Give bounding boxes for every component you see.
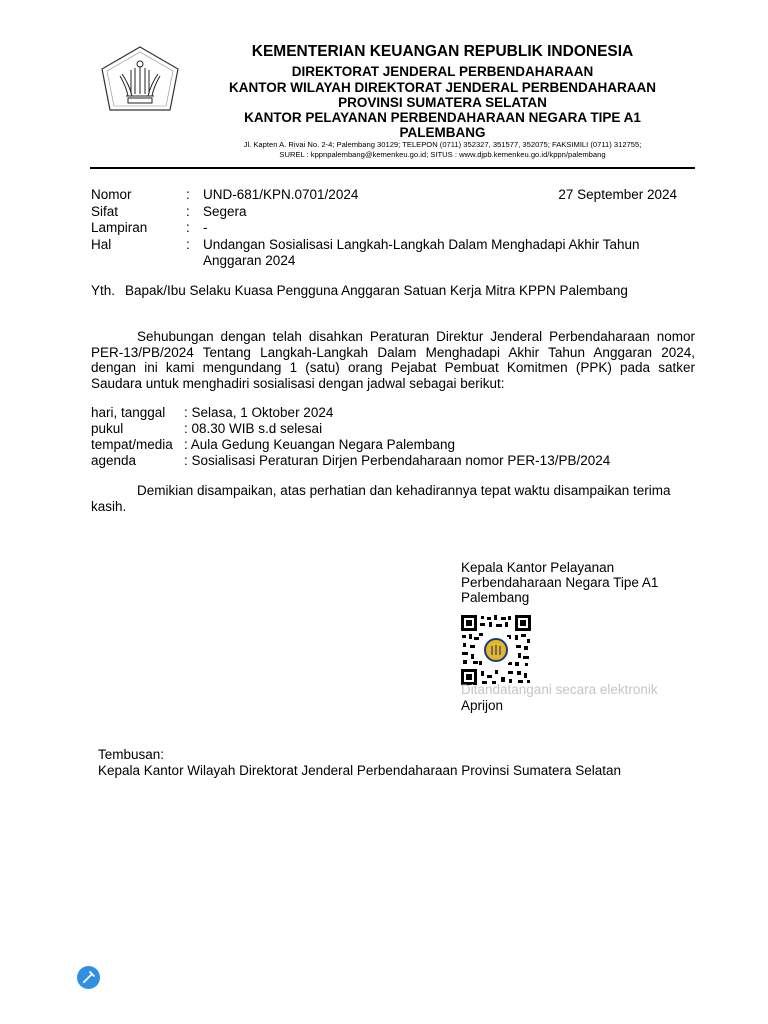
cc-label: Tembusan: (98, 747, 165, 762)
cc-item: Kepala Kantor Wilayah Direktorat Jenderal Perbendaharaan Provinsi Sumatera Selatan (98, 763, 622, 778)
hal-label: Hal (91, 237, 112, 252)
hal-colon: : (186, 237, 190, 252)
sifat-colon: : (186, 204, 190, 219)
body-paragraph (91, 329, 695, 391)
signatory-title-line2: Perbendaharaan Negara Tipe A1 (461, 575, 659, 590)
office-title: KANTOR PELAYANAN PERBENDAHARAAN NEGARA TIPE A1 (244, 110, 641, 125)
lampiran-colon: : (186, 220, 190, 235)
closing-paragraph (91, 483, 671, 514)
letterhead-divider (90, 167, 695, 169)
ministry-title: KEMENTERIAN KEUANGAN REPUBLIK INDONESIA (251, 43, 634, 60)
kemenkeu-logo-icon (98, 44, 182, 114)
lampiran-label: Lampiran (91, 220, 148, 235)
lampiran-value: - (203, 220, 208, 235)
schedule-label-agenda: agenda (91, 453, 137, 468)
schedule-value-agenda: : Sosialisasi Peraturan Dirjen Perbendaharaan nomor PER-13/PB/2024 (184, 453, 611, 468)
schedule-value-time: : 08.30 WIB s.d selesai (184, 421, 323, 436)
signatory-title-line3: Palembang (461, 590, 530, 605)
schedule-value-place: : Aula Gedung Keuangan Negara Palembang (184, 437, 455, 452)
nomor-label: Nomor (91, 187, 132, 202)
schedule-label-date: hari, tanggal (91, 405, 166, 420)
directorate-title: DIREKTORAT JENDERAL PERBENDAHARAAN (291, 64, 594, 79)
signatory-title-line1: Kepala Kantor Pelayanan (461, 560, 615, 575)
edit-pen-icon[interactable] (77, 966, 100, 989)
closing-text: Demikian disampaikan, atas perhatian dan kehadirannya tepat waktu disampaikan terima kasih. (91, 483, 671, 514)
letter-date: 27 September 2024 (558, 187, 677, 202)
esign-note: Ditandatangani secara elektronik (461, 682, 658, 697)
nomor-value: UND-681/KPN.0701/2024 (203, 187, 359, 202)
qr-code-icon (461, 615, 531, 685)
recipient-name: Bapak/Ibu Selaku Kuasa Pengguna Anggaran Satuan Kerja Mitra KPPN Palembang (125, 283, 628, 298)
nomor-colon: : (186, 187, 190, 202)
city-title: PALEMBANG (399, 125, 486, 140)
body-paragraph-text: Sehubungan dengan telah disahkan Peraturan Direktur Jenderal Perbendaharaan nomor PER-13/PB/2024 Tentang Langkah-Langkah Dalam Menghadapi Akhir Tahun Anggaran 2024, dengan ini kami mengundang 1 (satu) orang Pejabat Pembuat Komitmen (PPK) pada satker Saudara untuk menghadiri sosialisasi dengan jadwal sebagai berikut: (91, 329, 695, 391)
regional-office-title: KANTOR WILAYAH DIREKTORAT JENDERAL PERBENDAHARAAN (228, 80, 657, 95)
hal-value-line2: Anggaran 2024 (203, 253, 296, 268)
sifat-label: Sifat (91, 204, 119, 219)
hal-value-line1: Undangan Sosialisasi Langkah-Langkah Dalam Menghadapi Akhir Tahun (203, 237, 640, 252)
schedule-label-place: tempat/media (91, 437, 173, 452)
sifat-value: Segera (203, 204, 247, 219)
schedule-value-date: : Selasa, 1 Oktober 2024 (184, 405, 334, 420)
office-contact: SUREL : kppnpalembang@kemenkeu.go.id; SITUS : www.djpb.kemenkeu.go.id/kppn/palembang (279, 150, 606, 159)
recipient-prefix: Yth. (91, 283, 116, 298)
signatory-name: Aprijon (461, 698, 504, 713)
schedule-label-time: pukul (91, 421, 124, 436)
province-title: PROVINSI SUMATERA SELATAN (338, 95, 547, 110)
office-address: Jl. Kapten A. Rivai No. 2-4; Palembang 30129; TELEPON (0711) 352327, 351577, 352075; FAKSIMILI (0711) 312755; (243, 140, 642, 149)
